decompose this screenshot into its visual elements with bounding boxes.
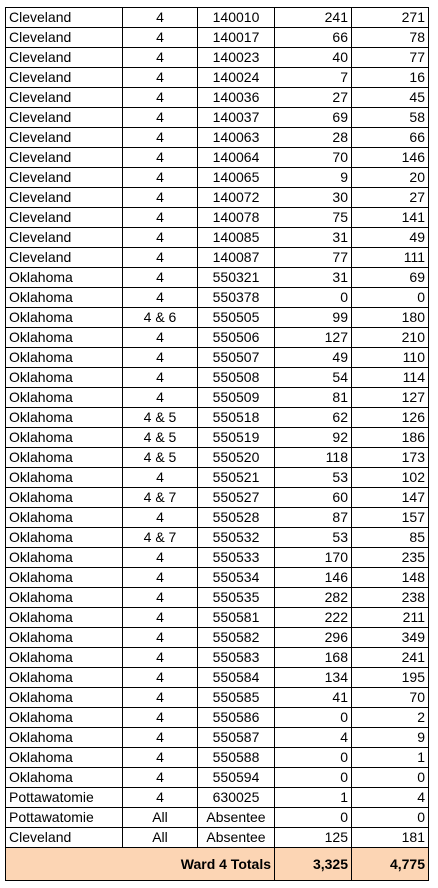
precinct-cell: 550587 bbox=[198, 728, 275, 748]
county-cell: Oklahoma bbox=[6, 448, 123, 468]
value-a-cell: 53 bbox=[275, 468, 352, 488]
value-b-cell: 146 bbox=[352, 148, 429, 168]
county-cell: Oklahoma bbox=[6, 328, 123, 348]
ward-cell: 4 bbox=[123, 108, 198, 128]
value-b-cell: 127 bbox=[352, 388, 429, 408]
precinct-cell: 550532 bbox=[198, 528, 275, 548]
value-a-cell: 27 bbox=[275, 88, 352, 108]
value-a-cell: 296 bbox=[275, 628, 352, 648]
ward-cell: 4 bbox=[123, 668, 198, 688]
table-row bbox=[6, 548, 429, 568]
table-row bbox=[6, 8, 429, 28]
precinct-cell: 550518 bbox=[198, 408, 275, 428]
ward-cell: 4 bbox=[123, 788, 198, 808]
value-a-cell: 69 bbox=[275, 108, 352, 128]
precinct-cell: 550582 bbox=[198, 628, 275, 648]
precinct-cell: 550519 bbox=[198, 428, 275, 448]
county-cell: Oklahoma bbox=[6, 268, 123, 288]
value-a-cell: 168 bbox=[275, 648, 352, 668]
precinct-cell: 140064 bbox=[198, 148, 275, 168]
county-cell: Pottawatomie bbox=[6, 808, 123, 828]
value-a-cell: 62 bbox=[275, 408, 352, 428]
table-row bbox=[6, 708, 429, 728]
precinct-cell: 550506 bbox=[198, 328, 275, 348]
precinct-cell: 550505 bbox=[198, 308, 275, 328]
ward-cell: 4 & 7 bbox=[123, 488, 198, 508]
precinct-cell: 140010 bbox=[198, 8, 275, 28]
ward-cell: 4 bbox=[123, 748, 198, 768]
county-cell: Oklahoma bbox=[6, 688, 123, 708]
ward-cell: 4 bbox=[123, 288, 198, 308]
ward-cell: 4 & 5 bbox=[123, 448, 198, 468]
value-a-cell: 53 bbox=[275, 528, 352, 548]
county-cell: Cleveland bbox=[6, 188, 123, 208]
table-row bbox=[6, 768, 429, 788]
table-row bbox=[6, 448, 429, 468]
value-b-cell: 114 bbox=[352, 368, 429, 388]
county-cell: Pottawatomie bbox=[6, 788, 123, 808]
precinct-cell: 140085 bbox=[198, 228, 275, 248]
totals-col5-value: 4,775 bbox=[352, 848, 429, 881]
ward-cell: 4 bbox=[123, 508, 198, 528]
table-row bbox=[6, 648, 429, 668]
value-a-cell: 4 bbox=[275, 728, 352, 748]
value-a-cell: 127 bbox=[275, 328, 352, 348]
table-row bbox=[6, 48, 429, 68]
ward-cell: 4 & 7 bbox=[123, 528, 198, 548]
ward-4-precinct-table bbox=[5, 7, 429, 881]
value-a-cell: 70 bbox=[275, 148, 352, 168]
value-b-cell: 181 bbox=[352, 828, 429, 848]
precinct-cell: 140023 bbox=[198, 48, 275, 68]
county-cell: Oklahoma bbox=[6, 668, 123, 688]
value-b-cell: 58 bbox=[352, 108, 429, 128]
county-cell: Oklahoma bbox=[6, 708, 123, 728]
value-a-cell: 28 bbox=[275, 128, 352, 148]
precinct-cell: 550584 bbox=[198, 668, 275, 688]
ward-cell: 4 bbox=[123, 568, 198, 588]
value-b-cell: 1 bbox=[352, 748, 429, 768]
totals-section bbox=[6, 848, 429, 881]
value-b-cell: 20 bbox=[352, 168, 429, 188]
value-a-cell: 0 bbox=[275, 748, 352, 768]
table-row bbox=[6, 148, 429, 168]
value-b-cell: 0 bbox=[352, 768, 429, 788]
ward-cell: 4 bbox=[123, 548, 198, 568]
precinct-cell: 140072 bbox=[198, 188, 275, 208]
precinct-cell: 140036 bbox=[198, 88, 275, 108]
totals-label: Ward 4 Totals bbox=[6, 848, 275, 881]
ward-cell: 4 bbox=[123, 128, 198, 148]
table-row bbox=[6, 508, 429, 528]
value-a-cell: 241 bbox=[275, 8, 352, 28]
value-b-cell: 27 bbox=[352, 188, 429, 208]
value-b-cell: 78 bbox=[352, 28, 429, 48]
table-row bbox=[6, 288, 429, 308]
county-cell: Oklahoma bbox=[6, 368, 123, 388]
county-cell: Oklahoma bbox=[6, 628, 123, 648]
ward-cell: 4 bbox=[123, 728, 198, 748]
ward-cell: 4 & 5 bbox=[123, 428, 198, 448]
value-b-cell: 126 bbox=[352, 408, 429, 428]
value-b-cell: 147 bbox=[352, 488, 429, 508]
county-cell: Oklahoma bbox=[6, 508, 123, 528]
table-row bbox=[6, 248, 429, 268]
county-cell: Cleveland bbox=[6, 148, 123, 168]
value-b-cell: 241 bbox=[352, 648, 429, 668]
ward-cell: 4 bbox=[123, 28, 198, 48]
ward-cell: 4 bbox=[123, 228, 198, 248]
county-cell: Cleveland bbox=[6, 28, 123, 48]
precinct-cell: 550581 bbox=[198, 608, 275, 628]
value-b-cell: 186 bbox=[352, 428, 429, 448]
county-cell: Cleveland bbox=[6, 48, 123, 68]
value-b-cell: 45 bbox=[352, 88, 429, 108]
precinct-cell: 550583 bbox=[198, 648, 275, 668]
value-b-cell: 2 bbox=[352, 708, 429, 728]
value-a-cell: 134 bbox=[275, 668, 352, 688]
ward-cell: 4 bbox=[123, 608, 198, 628]
table-row bbox=[6, 688, 429, 708]
precinct-cell: 140037 bbox=[198, 108, 275, 128]
county-cell: Cleveland bbox=[6, 828, 123, 848]
ward-cell: 4 bbox=[123, 468, 198, 488]
county-cell: Oklahoma bbox=[6, 588, 123, 608]
table-row bbox=[6, 668, 429, 688]
county-cell: Oklahoma bbox=[6, 428, 123, 448]
precinct-cell: 550507 bbox=[198, 348, 275, 368]
county-cell: Cleveland bbox=[6, 8, 123, 28]
precinct-cell: 550534 bbox=[198, 568, 275, 588]
ward-cell: 4 bbox=[123, 68, 198, 88]
table-row bbox=[6, 388, 429, 408]
county-cell: Oklahoma bbox=[6, 348, 123, 368]
precinct-cell: 550594 bbox=[198, 768, 275, 788]
table-row bbox=[6, 588, 429, 608]
precinct-cell: 550321 bbox=[198, 268, 275, 288]
precinct-cell: 550588 bbox=[198, 748, 275, 768]
ward-cell: 4 bbox=[123, 588, 198, 608]
value-b-cell: 195 bbox=[352, 668, 429, 688]
value-a-cell: 170 bbox=[275, 548, 352, 568]
county-cell: Cleveland bbox=[6, 208, 123, 228]
county-cell: Cleveland bbox=[6, 128, 123, 148]
value-b-cell: 4 bbox=[352, 788, 429, 808]
ward-cell: All bbox=[123, 828, 198, 848]
precinct-cell: 550378 bbox=[198, 288, 275, 308]
ward-cell: 4 bbox=[123, 328, 198, 348]
ward-cell: 4 bbox=[123, 88, 198, 108]
table-row bbox=[6, 28, 429, 48]
value-b-cell: 0 bbox=[352, 288, 429, 308]
precinct-cell: 550535 bbox=[198, 588, 275, 608]
value-a-cell: 30 bbox=[275, 188, 352, 208]
value-b-cell: 180 bbox=[352, 308, 429, 328]
table-row bbox=[6, 748, 429, 768]
value-a-cell: 0 bbox=[275, 708, 352, 728]
ward-cell: 4 bbox=[123, 708, 198, 728]
county-cell: Oklahoma bbox=[6, 488, 123, 508]
value-a-cell: 9 bbox=[275, 168, 352, 188]
value-b-cell: 49 bbox=[352, 228, 429, 248]
table-row bbox=[6, 328, 429, 348]
table-row bbox=[6, 408, 429, 428]
precinct-cell: 550586 bbox=[198, 708, 275, 728]
precinct-cell: 550585 bbox=[198, 688, 275, 708]
value-a-cell: 222 bbox=[275, 608, 352, 628]
ward-cell: 4 bbox=[123, 768, 198, 788]
value-a-cell: 40 bbox=[275, 48, 352, 68]
precinct-cell: 140087 bbox=[198, 248, 275, 268]
table-row bbox=[6, 368, 429, 388]
ward-cell: 4 bbox=[123, 348, 198, 368]
table-row bbox=[6, 108, 429, 128]
county-cell: Oklahoma bbox=[6, 388, 123, 408]
value-b-cell: 9 bbox=[352, 728, 429, 748]
value-a-cell: 81 bbox=[275, 388, 352, 408]
precinct-cell: 140017 bbox=[198, 28, 275, 48]
table-row bbox=[6, 428, 429, 448]
ward-cell: 4 bbox=[123, 8, 198, 28]
table-row bbox=[6, 568, 429, 588]
value-b-cell: 141 bbox=[352, 208, 429, 228]
ward-cell: 4 & 6 bbox=[123, 308, 198, 328]
table-row bbox=[6, 208, 429, 228]
county-cell: Oklahoma bbox=[6, 568, 123, 588]
value-a-cell: 125 bbox=[275, 828, 352, 848]
ward-cell: 4 bbox=[123, 648, 198, 668]
county-cell: Oklahoma bbox=[6, 648, 123, 668]
precinct-cell: 140063 bbox=[198, 128, 275, 148]
table-row bbox=[6, 128, 429, 148]
value-a-cell: 41 bbox=[275, 688, 352, 708]
county-cell: Oklahoma bbox=[6, 748, 123, 768]
precinct-cell: 550527 bbox=[198, 488, 275, 508]
value-b-cell: 235 bbox=[352, 548, 429, 568]
county-cell: Oklahoma bbox=[6, 528, 123, 548]
totals-row bbox=[6, 848, 429, 881]
county-cell: Cleveland bbox=[6, 168, 123, 188]
value-b-cell: 111 bbox=[352, 248, 429, 268]
ward-cell: 4 bbox=[123, 168, 198, 188]
value-b-cell: 70 bbox=[352, 688, 429, 708]
precinct-cell: Absentee bbox=[198, 808, 275, 828]
table-row bbox=[6, 828, 429, 848]
precinct-cell: 550521 bbox=[198, 468, 275, 488]
value-a-cell: 118 bbox=[275, 448, 352, 468]
table-row bbox=[6, 808, 429, 828]
value-a-cell: 0 bbox=[275, 768, 352, 788]
county-cell: Oklahoma bbox=[6, 408, 123, 428]
precinct-cell: 550509 bbox=[198, 388, 275, 408]
table-row bbox=[6, 788, 429, 808]
ward-cell: 4 bbox=[123, 208, 198, 228]
county-cell: Cleveland bbox=[6, 248, 123, 268]
ward-cell: 4 bbox=[123, 188, 198, 208]
value-b-cell: 77 bbox=[352, 48, 429, 68]
value-b-cell: 102 bbox=[352, 468, 429, 488]
table-row bbox=[6, 628, 429, 648]
value-b-cell: 238 bbox=[352, 588, 429, 608]
table-row bbox=[6, 88, 429, 108]
ward-cell: All bbox=[123, 808, 198, 828]
county-cell: Cleveland bbox=[6, 88, 123, 108]
value-b-cell: 211 bbox=[352, 608, 429, 628]
ward-cell: 4 bbox=[123, 688, 198, 708]
county-cell: Cleveland bbox=[6, 68, 123, 88]
precinct-cell: 550533 bbox=[198, 548, 275, 568]
value-b-cell: 0 bbox=[352, 808, 429, 828]
ward-cell: 4 bbox=[123, 268, 198, 288]
value-b-cell: 210 bbox=[352, 328, 429, 348]
value-b-cell: 16 bbox=[352, 68, 429, 88]
value-a-cell: 1 bbox=[275, 788, 352, 808]
table-row bbox=[6, 188, 429, 208]
value-a-cell: 60 bbox=[275, 488, 352, 508]
county-cell: Oklahoma bbox=[6, 768, 123, 788]
ward-cell: 4 bbox=[123, 48, 198, 68]
value-a-cell: 75 bbox=[275, 208, 352, 228]
value-a-cell: 49 bbox=[275, 348, 352, 368]
value-b-cell: 349 bbox=[352, 628, 429, 648]
value-a-cell: 31 bbox=[275, 268, 352, 288]
value-b-cell: 110 bbox=[352, 348, 429, 368]
value-a-cell: 66 bbox=[275, 28, 352, 48]
value-b-cell: 271 bbox=[352, 8, 429, 28]
table-row bbox=[6, 228, 429, 248]
ward-cell: 4 bbox=[123, 148, 198, 168]
county-cell: Oklahoma bbox=[6, 728, 123, 748]
county-cell: Oklahoma bbox=[6, 308, 123, 328]
ward-cell: 4 bbox=[123, 628, 198, 648]
table-row bbox=[6, 308, 429, 328]
precinct-cell: 140078 bbox=[198, 208, 275, 228]
precinct-cell: 630025 bbox=[198, 788, 275, 808]
value-a-cell: 92 bbox=[275, 428, 352, 448]
value-a-cell: 77 bbox=[275, 248, 352, 268]
ward-cell: 4 bbox=[123, 248, 198, 268]
value-a-cell: 7 bbox=[275, 68, 352, 88]
table-row bbox=[6, 268, 429, 288]
precinct-cell: 550520 bbox=[198, 448, 275, 468]
table-row bbox=[6, 168, 429, 188]
precinct-cell: 140065 bbox=[198, 168, 275, 188]
value-a-cell: 87 bbox=[275, 508, 352, 528]
precinct-cell: 550528 bbox=[198, 508, 275, 528]
value-a-cell: 282 bbox=[275, 588, 352, 608]
value-b-cell: 66 bbox=[352, 128, 429, 148]
value-a-cell: 0 bbox=[275, 808, 352, 828]
value-a-cell: 99 bbox=[275, 308, 352, 328]
table-row bbox=[6, 728, 429, 748]
county-cell: Oklahoma bbox=[6, 288, 123, 308]
value-b-cell: 148 bbox=[352, 568, 429, 588]
ward-cell: 4 & 5 bbox=[123, 408, 198, 428]
precinct-cell: Absentee bbox=[198, 828, 275, 848]
table-row bbox=[6, 348, 429, 368]
value-a-cell: 54 bbox=[275, 368, 352, 388]
value-a-cell: 0 bbox=[275, 288, 352, 308]
totals-col4-value: 3,325 bbox=[275, 848, 352, 881]
table-row bbox=[6, 528, 429, 548]
table-row bbox=[6, 68, 429, 88]
table-row bbox=[6, 608, 429, 628]
value-a-cell: 31 bbox=[275, 228, 352, 248]
value-b-cell: 69 bbox=[352, 268, 429, 288]
value-b-cell: 173 bbox=[352, 448, 429, 468]
county-cell: Oklahoma bbox=[6, 548, 123, 568]
county-cell: Cleveland bbox=[6, 228, 123, 248]
precinct-cell: 140024 bbox=[198, 68, 275, 88]
county-cell: Oklahoma bbox=[6, 608, 123, 628]
table-row bbox=[6, 488, 429, 508]
precinct-cell: 550508 bbox=[198, 368, 275, 388]
table-body bbox=[6, 8, 429, 848]
table-row bbox=[6, 468, 429, 488]
value-b-cell: 157 bbox=[352, 508, 429, 528]
county-cell: Cleveland bbox=[6, 108, 123, 128]
ward-cell: 4 bbox=[123, 368, 198, 388]
ward-cell: 4 bbox=[123, 388, 198, 408]
county-cell: Oklahoma bbox=[6, 468, 123, 488]
value-a-cell: 146 bbox=[275, 568, 352, 588]
value-b-cell: 85 bbox=[352, 528, 429, 548]
